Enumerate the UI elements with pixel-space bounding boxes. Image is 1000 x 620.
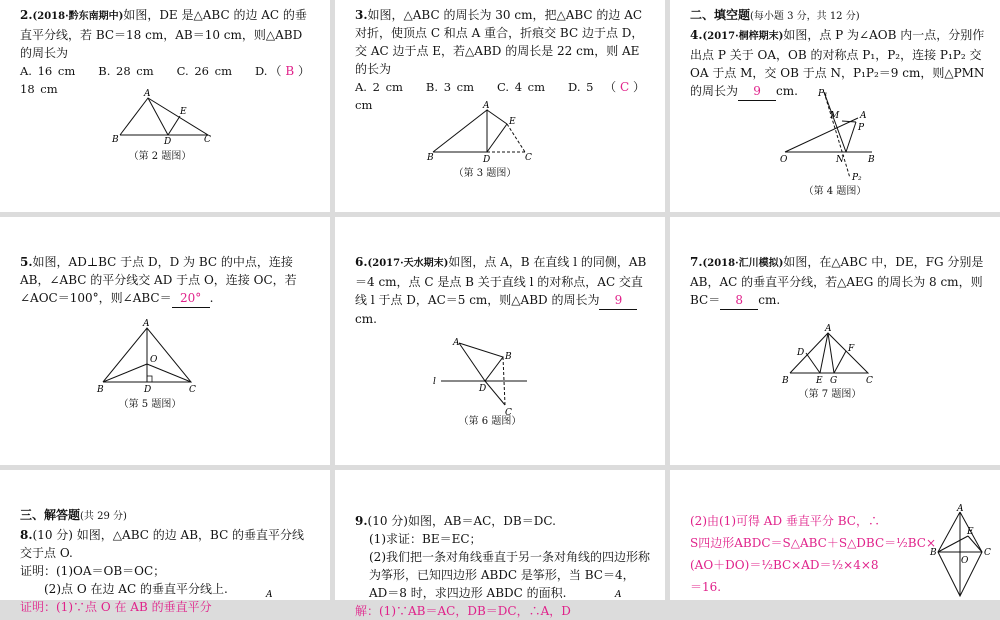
figure-7 xyxy=(782,324,882,387)
question-source: (2017·天水期末) xyxy=(367,258,449,269)
label-c: C xyxy=(866,376,873,386)
label-p1: P₁ xyxy=(818,89,828,99)
answer-unit: cm. xyxy=(355,312,377,326)
label-f: F xyxy=(848,344,855,354)
question-9-part-1: (1)求证：BE＝EC； xyxy=(369,532,482,546)
label-n: N xyxy=(836,155,844,165)
answer-choice: B xyxy=(285,64,295,78)
section-note: (共 29 分) xyxy=(80,511,127,522)
figure-caption: （第 5 题图） xyxy=(118,399,182,410)
question-6-text xyxy=(355,253,651,328)
label-a: A xyxy=(615,590,622,600)
label-b: B xyxy=(97,385,104,395)
question-body: 如图，点 A，B 在直线 l 的同侧，AB＝4 cm，点 C 是点 B 关于直线 l 的对称点，AC 交直线 l 于点 D，AC＝5 cm，则△ABD 的周长为 xyxy=(355,255,647,307)
answer-unit: cm. xyxy=(776,84,798,98)
question-source: (2018·汇川模拟) xyxy=(702,258,784,269)
label-d: D xyxy=(479,384,487,394)
question-number: 5. xyxy=(20,255,33,269)
label-e: E xyxy=(967,527,974,537)
label-l: l xyxy=(433,377,436,387)
question-5-panel xyxy=(0,217,330,465)
question-7-text xyxy=(690,253,986,310)
figure-caption: （第 2 题图） xyxy=(128,151,192,162)
answer-choice: C xyxy=(619,80,630,94)
label-a: A xyxy=(483,101,490,111)
label-e: E xyxy=(509,117,516,127)
question-9-solution-panel xyxy=(670,470,1000,600)
figure-6 xyxy=(433,337,543,417)
label-c: C xyxy=(189,385,196,395)
figure-caption: （第 7 题图） xyxy=(798,389,862,400)
figure-9-kite xyxy=(930,504,991,598)
figure-8 xyxy=(266,588,286,600)
question-body: 如图，DE 是△ABC 的边 AC 的垂直平分线，若 BC＝18 cm，AB＝10 cm，则△ABD 的周长为 xyxy=(20,8,307,60)
question-7-panel xyxy=(670,217,1000,465)
solution-line-4: ＝16. xyxy=(690,580,722,594)
figure-caption: （第 6 题图） xyxy=(458,416,522,427)
question-9-panel xyxy=(335,470,665,618)
label-a: A xyxy=(825,324,832,334)
question-6-panel xyxy=(335,217,665,465)
question-3-panel: 3.如图，△ABC 的周长为 30 cm，把△ABC 的边 AC 对折，使顶点 C 和点 A 重合，折痕交 BC 边于点 D，交 AC 边于点 E，若△ABD 的周长是 22 cm，则 AE 的长为 （ C ） A. 2 cm B. 3 cm C. 4 cm D. 5 cm A B C D E （第 3 题图） xyxy=(335,0,665,212)
figure-2 xyxy=(100,90,230,150)
label-a: A xyxy=(453,338,460,348)
question-body: 如图，AD⊥BC 于点 D，D 为 BC 的中点，连接 AB，∠ABC 的平分线交 AD 于点 O，连接 OC，若∠AOC＝100°，则∠ABC＝ xyxy=(20,255,297,305)
label-c: C xyxy=(525,153,532,163)
answer-blank: 8 xyxy=(720,291,758,310)
solution-line: 证明：(1)∵点 O 在 AB 的垂直平分 xyxy=(20,600,212,614)
question-8-panel xyxy=(0,470,330,614)
question-number: 2. xyxy=(20,8,33,22)
label-b: B xyxy=(930,548,937,558)
question-body: (10 分) 如图，△ABC 的边 AB，BC 的垂直平分线交于点 O. xyxy=(20,528,305,560)
label-d: D xyxy=(144,385,152,395)
label-b: B xyxy=(782,376,789,386)
label-b: B xyxy=(505,352,512,362)
section-title: 三、解答题 xyxy=(20,508,81,522)
label-g: G xyxy=(830,376,838,386)
question-2-text xyxy=(20,6,316,62)
question-source: (2018·黔东南期中) xyxy=(32,11,124,22)
question-2-panel: 2.(2018·黔东南期中)如图，DE 是△ABC 的边 AC 的垂直平分线，若 BC＝18 cm，AB＝10 cm，则△ABD 的周长为 （ B ） A. 16 cm B. 28 cm C. 26 cm D. 18 cm A B C D E （第 2 题图） xyxy=(0,0,330,212)
proof-line-2: (2)点 O 在边 AC 的垂直平分线上. xyxy=(44,582,228,596)
answer-options: A. 2 cm B. 3 cm C. 4 cm D. 5 cm xyxy=(355,80,594,112)
question-body: 如图，点 P 为∠AOB 内一点，分别作出点 P 关于 OA，OB 的对称点 P₁，P₂，连接 P₁P₂ 交 OA 于点 M，交 OB 于点 N，P₁P₂＝9 cm，则△PMN 的周长为 xyxy=(690,28,985,98)
label-b: B xyxy=(112,135,119,145)
label-b: B xyxy=(427,153,434,163)
label-c: C xyxy=(984,548,991,558)
figure-3 xyxy=(425,101,545,165)
label-a: A xyxy=(143,319,150,329)
label-m: M xyxy=(830,111,840,121)
label-a: A xyxy=(957,504,964,514)
solution-line-2: S四边形ABDC＝S△ABC＋S△DBC＝½BC× xyxy=(690,536,937,550)
question-3-text xyxy=(355,6,651,78)
answer-blank: 9 xyxy=(599,291,637,310)
question-number: 7. xyxy=(690,255,703,269)
solution-line-3: (AO＋DO)＝½BC×AD＝½×4×8 xyxy=(690,558,879,572)
label-e: E xyxy=(180,107,187,117)
proof-line-1: 证明：(1)OA＝OB＝OC； xyxy=(20,564,166,578)
question-body: 如图，△ABC 的周长为 30 cm，把△ABC 的边 AC 对折，使顶点 C 和点 A 重合，折痕交 BC 边于点 D，交 AC 边于点 E，若△ABD 的周长是 22 cm，则 AE 的长为 xyxy=(355,8,644,76)
label-e: E xyxy=(816,376,823,386)
label-o: O xyxy=(780,155,788,165)
label-b: B xyxy=(868,155,875,165)
label-p2: P₂ xyxy=(852,173,862,183)
figure-9 xyxy=(615,588,635,600)
section-title: 二、填空题 xyxy=(690,8,751,22)
figure-5 xyxy=(95,319,205,395)
question-number: 3. xyxy=(355,8,368,22)
question-source: (2017·桐梓期末) xyxy=(702,31,784,42)
answer-unit: cm. xyxy=(758,293,781,307)
section-note: (每小题 3 分，共 12 分) xyxy=(750,11,860,22)
answer-blank: 20° xyxy=(172,289,210,308)
question-4-panel xyxy=(670,0,1000,212)
label-d: D xyxy=(164,137,172,147)
question-8-text xyxy=(20,526,316,562)
question-5-text: 5.如图，AD⊥BC 于点 D，D 为 BC 的中点，连接 AB，∠ABC 的平分线交 AD 于点 O，连接 OC，若∠AOC＝100°，则∠ABC＝ 20° . xyxy=(20,253,316,308)
question-body: 如图，在△ABC 中，DE，FG 分别是 AB，AC 的垂直平分线，若△AEG 的周长为 8 cm，则 BC＝ xyxy=(690,255,984,307)
label-c: C xyxy=(505,408,512,418)
question-number: 9. xyxy=(355,514,368,528)
question-9-part-2: (2)我们把一条对角线垂直于另一条对角线的四边形称为筝形，已知四边形 ABDC 是筝形，当 BC＝4，AD＝8 时，求四边形 ABDC 的面积. xyxy=(369,550,651,600)
label-a: A xyxy=(860,111,867,121)
question-9-text xyxy=(355,512,651,530)
label-o: O xyxy=(961,556,969,566)
figure-caption: （第 3 题图） xyxy=(453,168,517,179)
label-d: D xyxy=(797,348,805,358)
label-a: A xyxy=(266,590,273,600)
question-body: (10 分)如图，AB＝AC，DB＝DC. xyxy=(367,514,556,528)
solution-line: 解：(1)∵AB＝AC，DB＝DC，∴A，D xyxy=(355,604,571,618)
question-number: 4. xyxy=(690,28,703,42)
label-p: P xyxy=(858,123,865,133)
question-number: 8. xyxy=(20,528,33,542)
solution-line-1: (2)由(1)可得 AD 垂直平分 BC，∴ xyxy=(690,514,880,528)
answer-blank: 9 xyxy=(738,82,776,101)
label-d: D xyxy=(483,155,491,165)
answer-options: A. 16 cm B. 28 cm C. 26 cm D. 18 cm xyxy=(20,64,268,96)
label-c: C xyxy=(204,135,211,145)
question-number: 6. xyxy=(355,255,368,269)
label-a: A xyxy=(144,89,151,99)
label-o: O xyxy=(150,355,158,365)
figure-caption: （第 4 题图） xyxy=(803,186,867,197)
